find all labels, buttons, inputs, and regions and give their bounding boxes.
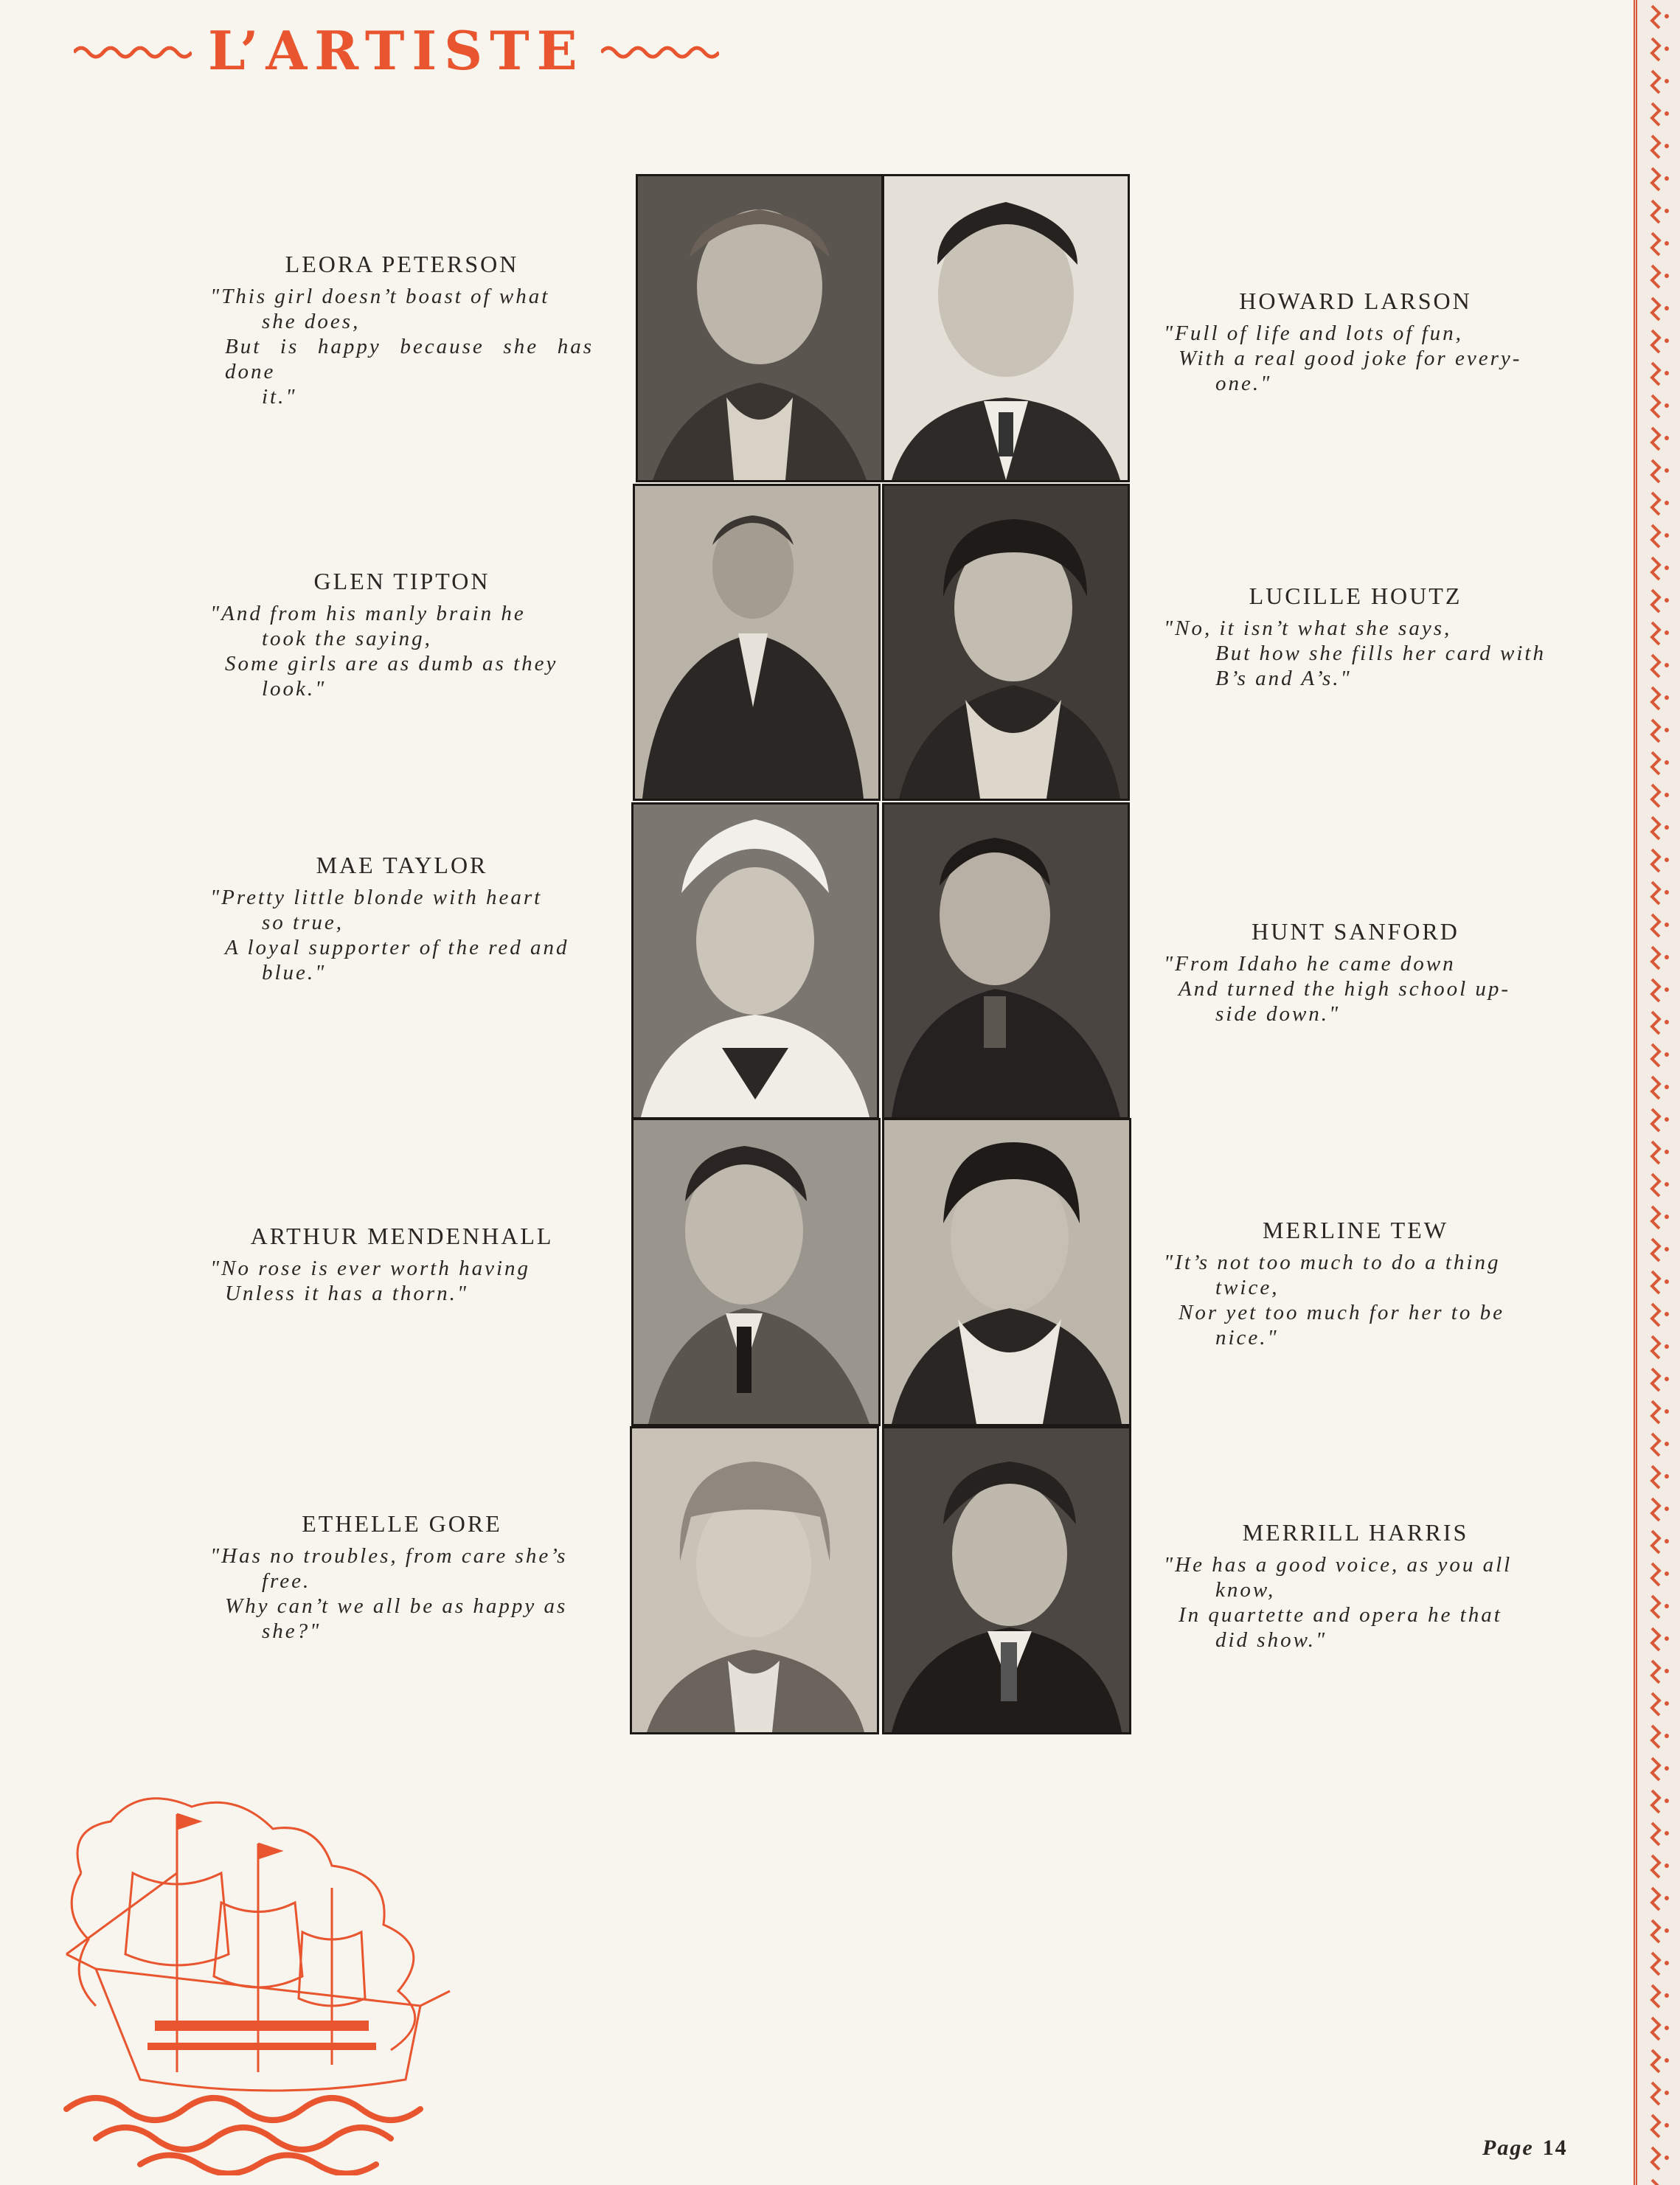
senior-entry: [210, 568, 594, 701]
senior-quote: "He has a good voice, as you all know, In quartette and opera he that did show.": [1164, 1553, 1513, 1652]
senior-quote: "No rose is ever worth having Unless it has a thorn.": [210, 1257, 530, 1305]
senior-quote: "From Idaho he came down And turned the high school up- side down.": [1164, 952, 1511, 1026]
portrait-photo: [631, 1118, 881, 1426]
senior-name: ETHELLE GORE: [302, 1510, 502, 1537]
page-number: Page 14: [1482, 2136, 1568, 2160]
senior-quote: "And from his manly brain he took the saying, Some girls are as dumb as they look.": [210, 602, 558, 701]
senior-entry: [210, 1510, 594, 1644]
senior-name: LEORA PETERSON: [285, 251, 519, 277]
senior-entry: [1164, 918, 1547, 1027]
page-title: L’ARTISTE: [208, 18, 585, 82]
senior-quote: "This girl doesn’t boast of what she does, But is happy because she has done it.": [210, 285, 594, 409]
senior-name: MERLINE TEW: [1263, 1217, 1448, 1243]
senior-entry: [1164, 1217, 1547, 1350]
senior-name: HUNT SANFORD: [1252, 918, 1459, 945]
portrait-photo: [636, 174, 884, 482]
ship-illustration-icon: [52, 1785, 487, 2175]
senior-entry: [210, 1223, 594, 1306]
senior-quote: "It’s not too much to do a thing twice, Nor yet too much for her to be nice.": [1164, 1251, 1504, 1349]
portrait-photo: [633, 484, 881, 801]
portrait-photo: [882, 174, 1130, 482]
senior-name: GLEN TIPTON: [313, 568, 490, 594]
senior-name: ARTHUR MENDENHALL: [250, 1223, 554, 1249]
portrait-photo: [882, 802, 1130, 1119]
senior-name: HOWARD LARSON: [1239, 288, 1472, 314]
senior-entry: [210, 251, 594, 409]
senior-name: LUCILLE HOUTZ: [1249, 583, 1462, 609]
senior-name: MERRILL HARRIS: [1242, 1519, 1469, 1546]
portrait-photo: [882, 1426, 1131, 1734]
senior-quote: "Full of life and lots of fun, With a real good joke for every- one.": [1164, 322, 1522, 395]
portrait-photo: [882, 1118, 1131, 1426]
portrait-photo: [882, 484, 1130, 801]
senior-entry: [1164, 288, 1547, 396]
senior-quote: "No, it isn’t what she says, But how she fills her card with B’s and A’s.": [1164, 616, 1546, 690]
senior-quote: "Has no troubles, from care she’s free. Why can’t we all be as happy as she?": [210, 1544, 568, 1643]
portrait-photo: [631, 802, 879, 1119]
senior-entry: [1164, 1519, 1547, 1653]
senior-entry: [210, 852, 594, 985]
senior-entry: [1164, 583, 1547, 691]
portrait-photo: [630, 1426, 879, 1734]
senior-name: MAE TAYLOR: [316, 852, 488, 878]
senior-quote: "Pretty little blonde with heart so true, A loyal supporter of the red and blue.": [210, 886, 569, 984]
